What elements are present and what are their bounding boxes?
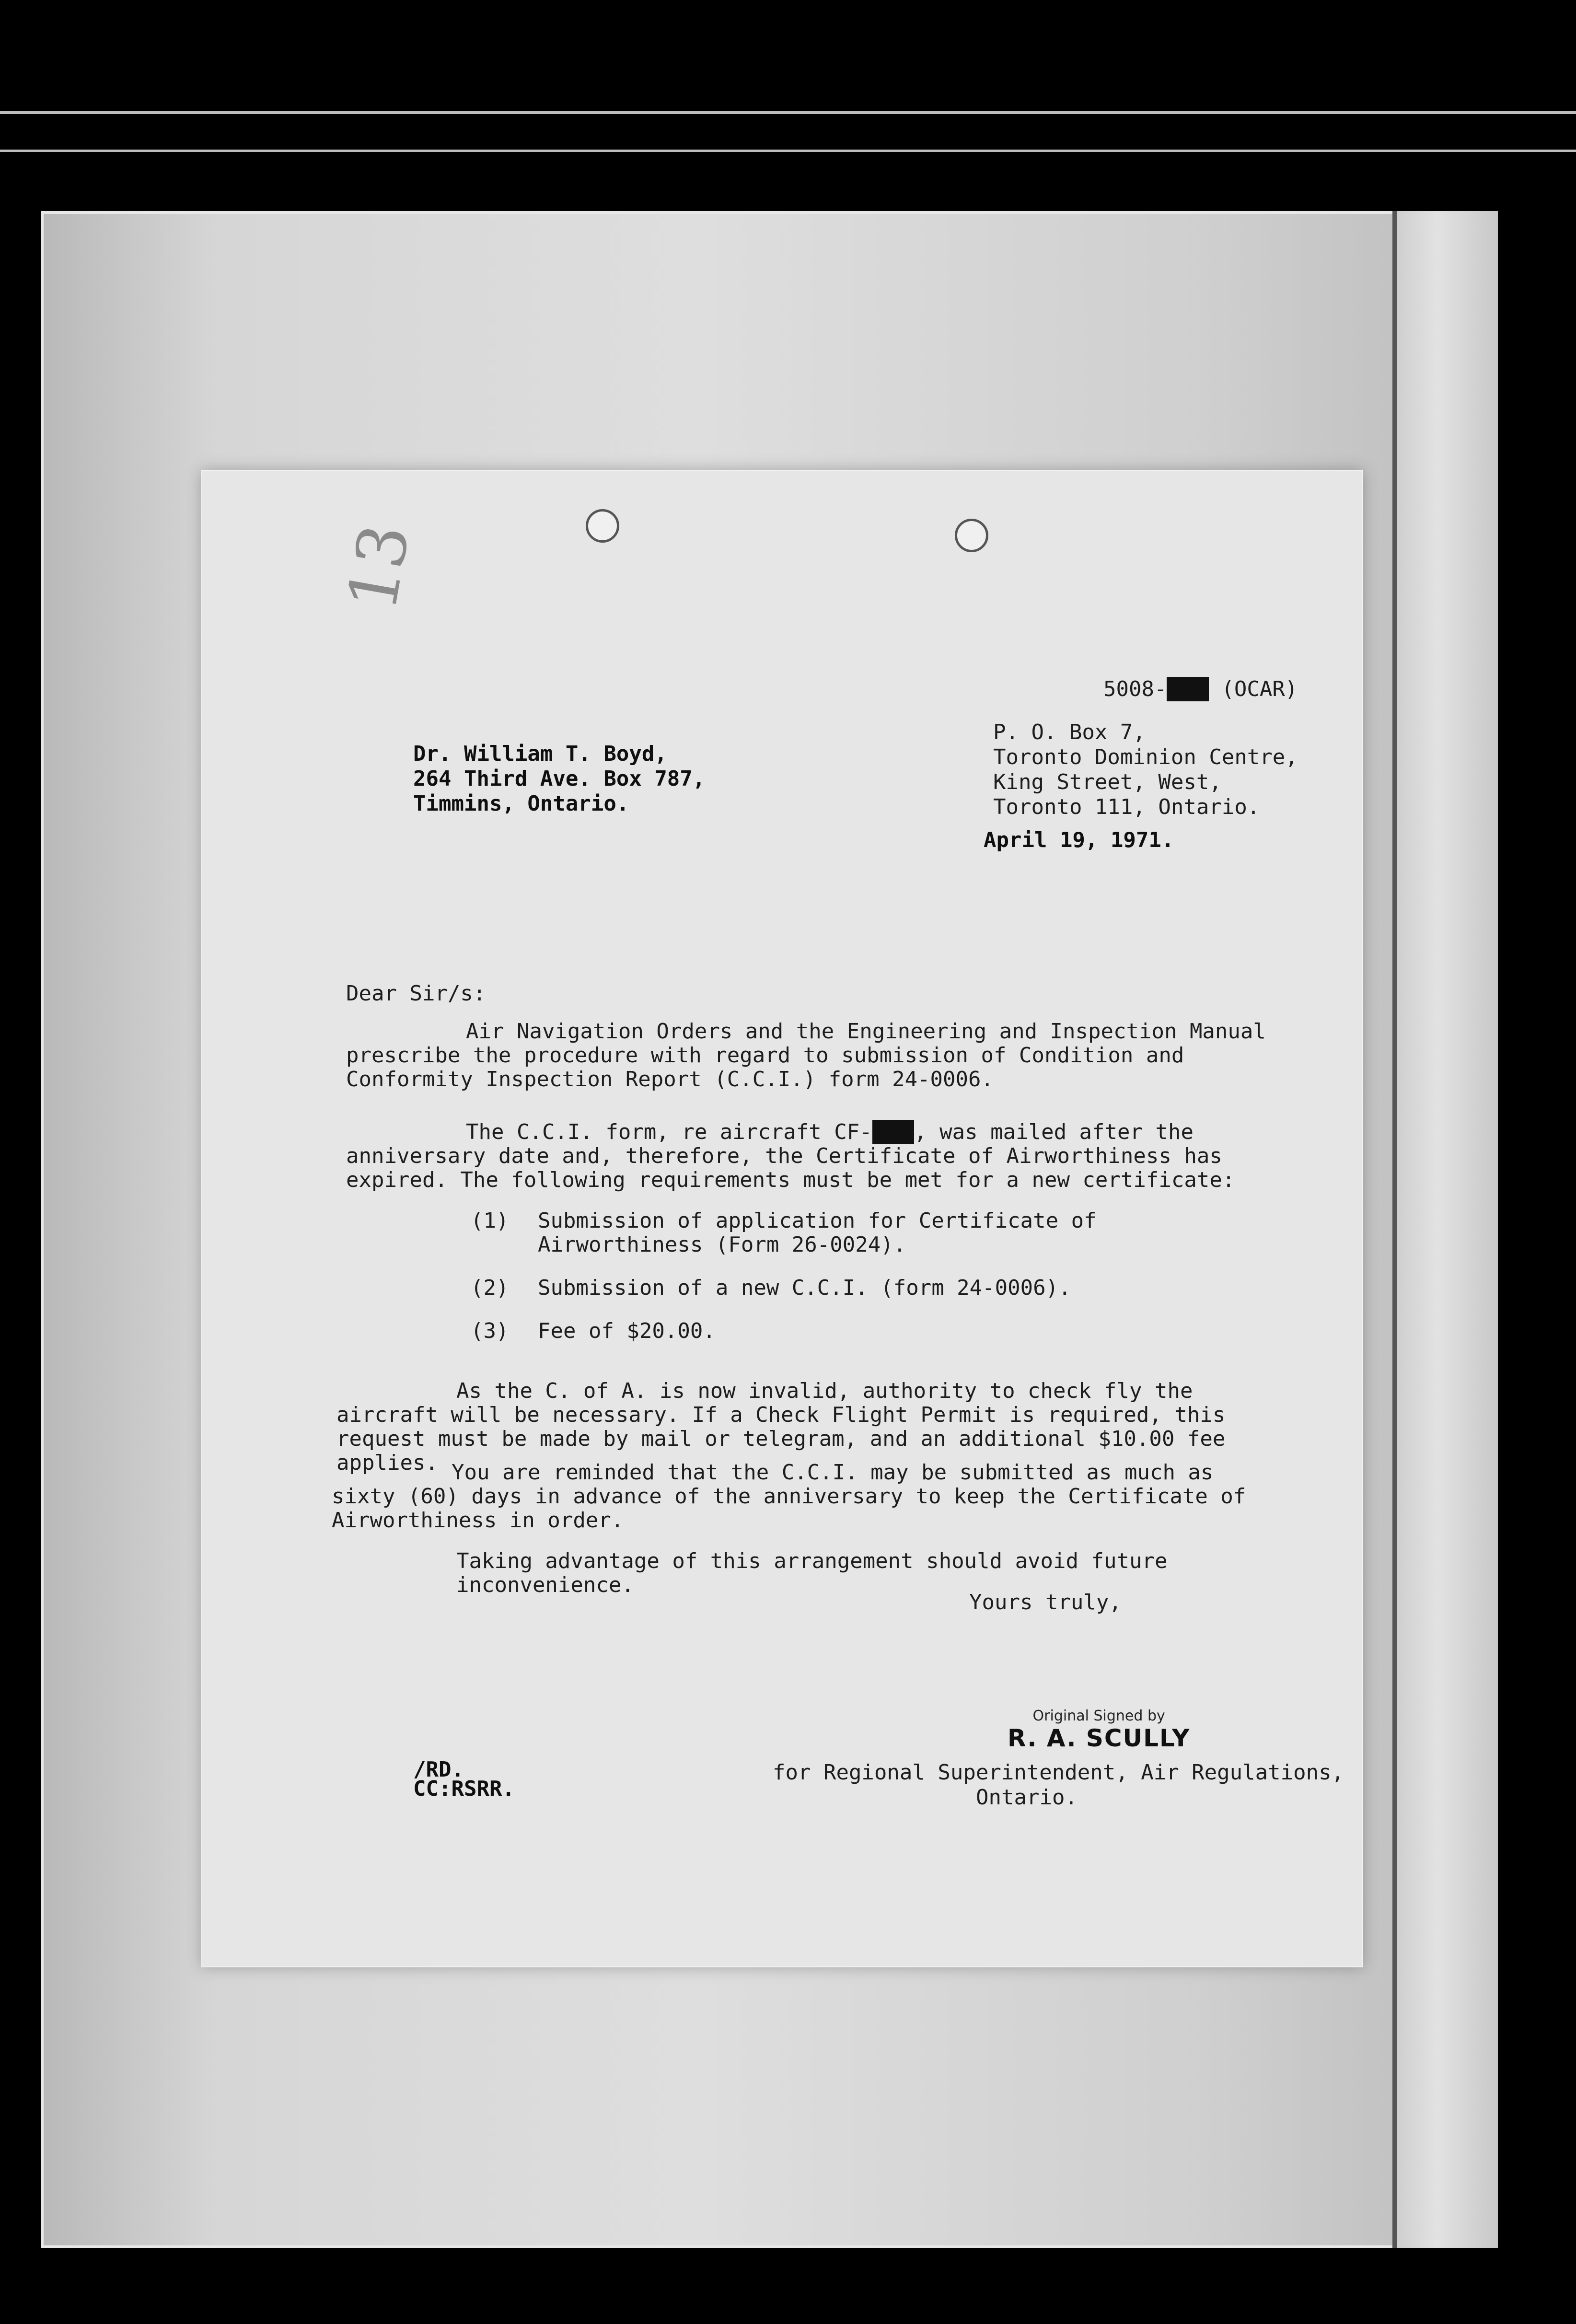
paragraph-1: Air Navigation Orders and the Engineering and Inspection Manual prescribe the procedure with regard to submission of Condition and Conformity Inspection Report (C.C.I.) form 24-0006. (346, 1019, 1266, 1092)
requirement-text: Submission of application for Certificate of Airworthiness (Form 26-0024). (538, 1208, 1097, 1257)
requirement-text: Submission of a new C.C.I. (form 24-0006). (538, 1276, 1071, 1300)
paragraph-5: Taking advantage of this arrangement should avoid future inconvenience. (456, 1549, 1168, 1597)
sender-line: P. O. Box 7, (993, 720, 1146, 744)
recipient-line: Timmins, Ontario. (413, 791, 629, 816)
initials-line: CC:RSRR. (413, 1777, 515, 1801)
requirement-number: (1) (471, 1208, 509, 1233)
salutation: Dear Sir/s: (346, 981, 486, 1006)
recipient-address (413, 742, 705, 816)
film-border-top-inner (0, 150, 1576, 152)
requirement-item (471, 1209, 1218, 1257)
reference-number: 5008-VTB (OCAR) (1103, 677, 1298, 701)
punch-hole-left (586, 509, 619, 543)
film-border-top (0, 111, 1576, 114)
pencil-mark: 13 (333, 518, 425, 616)
closing: Yours truly, (969, 1590, 1122, 1615)
signer-title-line: Ontario. (976, 1785, 1078, 1810)
sender-address (993, 720, 1298, 820)
signer-title-line: for Regional Superintendent, Air Regulations, (773, 1760, 1344, 1785)
paragraph-2: The C.C.I. form, re aircraft CF-VTB, was mailed after the anniversary date and, therefore, the Certificate of Airworthiness has expired. The following requirements must be met for a new certificate: (346, 1120, 1235, 1192)
punch-hole-right (955, 519, 988, 552)
requirements-list (471, 1209, 1218, 1343)
requirement-number: (3) (471, 1319, 509, 1343)
redacted-aircraft-code: VTB (872, 1120, 914, 1144)
redacted-reference-code: VTB (1167, 677, 1208, 701)
sender-line: Toronto Dominion Centre, (993, 745, 1298, 769)
paragraph-4: You are reminded that the C.C.I. may be submitted as much as sixty (60) days in advance of the anniversary to keep the Certificate of Airworthiness in order. (332, 1460, 1246, 1533)
requirement-item (471, 1276, 1218, 1300)
signer-name: R. A. SCULLY (1008, 1724, 1191, 1752)
signature-stamp (1008, 1708, 1190, 1752)
signer-title (773, 1760, 1344, 1810)
initials (413, 1757, 515, 1801)
recipient-line: Dr. William T. Boyd, (413, 742, 667, 766)
letter-page (201, 470, 1363, 1967)
requirement-number: (2) (471, 1276, 509, 1300)
sender-line: Toronto 111, Ontario. (993, 795, 1260, 819)
recipient-line: 264 Third Ave. Box 787, (413, 767, 706, 791)
folder-edge (1397, 211, 1498, 2248)
folder-divider (1392, 211, 1397, 2248)
requirement-item (471, 1319, 1218, 1343)
letter-date: April 19, 1971. (984, 828, 1174, 852)
initials-line: /RD. (413, 1757, 464, 1782)
sender-line: King Street, West, (993, 770, 1222, 794)
requirement-text: Fee of $20.00. (538, 1319, 716, 1343)
signature-stamp-label: Original Signed by (1032, 1708, 1165, 1724)
paragraph-3: As the C. of A. is now invalid, authority to check fly the aircraft will be necessary. If a Check Flight Permit is required, this request must be made by mail or telegram, and an additional $10.00 fee applies. (336, 1379, 1226, 1475)
